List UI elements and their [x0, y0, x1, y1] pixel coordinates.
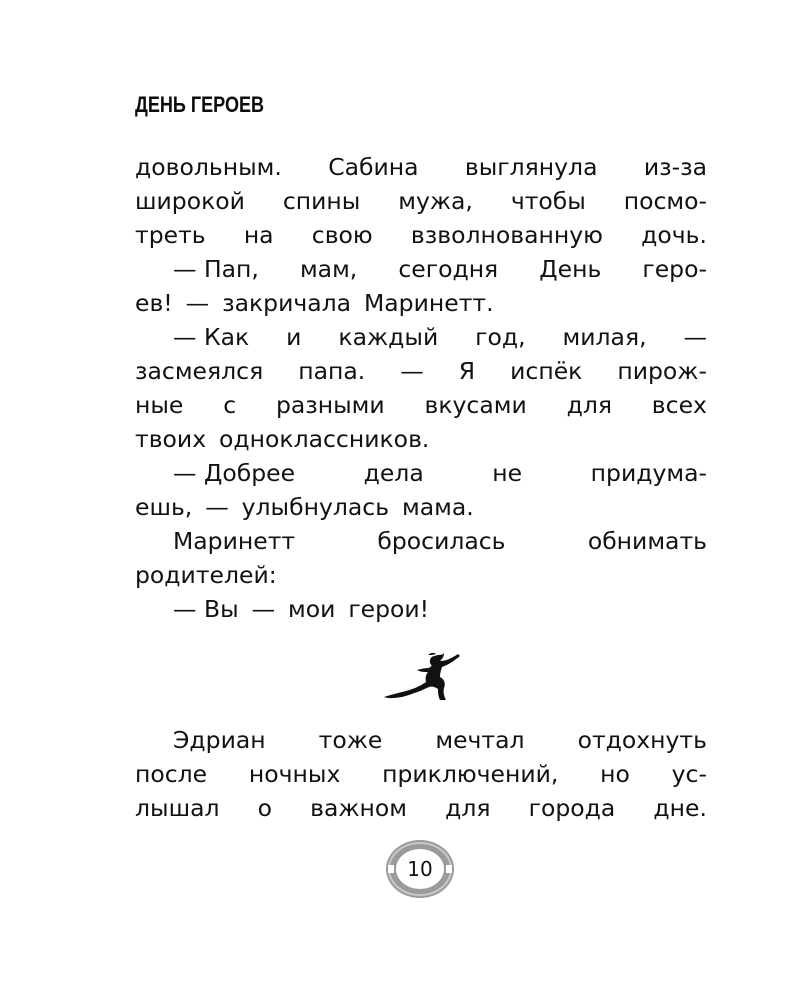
word: треть: [135, 221, 206, 249]
text-line: [135, 456, 707, 490]
word: и: [286, 323, 302, 351]
word: разными: [275, 391, 385, 419]
word: приключений,: [382, 760, 559, 788]
word: свою: [311, 221, 373, 249]
page-number: 10: [407, 857, 433, 881]
word: придума-: [590, 459, 707, 487]
word: из-за: [643, 153, 707, 181]
word: — Добрее: [173, 459, 296, 487]
word: Маринетт: [173, 527, 296, 555]
word: геро-: [642, 255, 707, 283]
word: лышал: [135, 794, 220, 822]
text-line: [135, 150, 707, 184]
text-line: [135, 592, 707, 626]
word: выглянула: [464, 153, 598, 181]
word: взволнованную: [410, 221, 603, 249]
word: родителей:: [135, 561, 277, 589]
word: ус-: [671, 760, 707, 788]
word: —: [400, 357, 424, 385]
word: герои!: [348, 595, 430, 623]
heroine-silhouette-icon: [380, 652, 464, 706]
word: год,: [475, 323, 526, 351]
word: мои: [288, 595, 336, 623]
text-line: [135, 184, 707, 218]
word: о: [257, 794, 272, 822]
word: —: [185, 289, 210, 317]
text-line: [135, 422, 707, 456]
word: дне.: [653, 794, 707, 822]
word: после: [135, 760, 208, 788]
word: ев!: [135, 289, 173, 317]
word: ешь,: [135, 493, 193, 521]
text-line: [135, 757, 707, 791]
word: спины: [282, 187, 361, 215]
text-line: [135, 286, 707, 320]
word: для: [566, 391, 612, 419]
text-line: [135, 791, 707, 825]
word: но: [600, 760, 630, 788]
passage-bottom: [135, 723, 707, 825]
word: бросилась: [377, 527, 506, 555]
word: тоже: [318, 726, 383, 754]
word: твоих: [135, 425, 207, 453]
word: Я: [458, 357, 476, 385]
word: засмеялся: [135, 357, 264, 385]
word: улыбнулась: [241, 493, 390, 521]
word: испёк: [510, 357, 583, 385]
word: ночных: [248, 760, 341, 788]
text-line: [135, 354, 707, 388]
text-line: [135, 558, 707, 592]
word: сегодня: [398, 255, 499, 283]
word: Маринетт.: [364, 289, 494, 317]
word: — Вы: [173, 595, 239, 623]
text-line: [135, 524, 707, 558]
word: милая,: [562, 323, 647, 351]
word: довольным.: [135, 153, 282, 181]
word: отдохнуть: [577, 726, 707, 754]
word: чтобы: [510, 187, 586, 215]
word: День: [539, 255, 602, 283]
word: не: [492, 459, 523, 487]
word: вкусами: [424, 391, 527, 419]
word: — Как: [173, 323, 250, 351]
word: пирож-: [617, 357, 707, 385]
word: — Пап,: [173, 255, 259, 283]
word: закричала: [222, 289, 352, 317]
word: важном: [310, 794, 408, 822]
text-line: [135, 723, 707, 757]
word: ные: [135, 391, 184, 419]
text-line: [135, 388, 707, 422]
word: дела: [363, 459, 424, 487]
text-line: [135, 320, 707, 354]
word: города: [528, 794, 616, 822]
word: для: [445, 794, 491, 822]
word: дочь.: [641, 221, 707, 249]
word: с: [223, 391, 237, 419]
running-header: ДЕНЬ ГЕРОЕВ: [135, 92, 265, 117]
word: мечтал: [435, 726, 525, 754]
word: мама.: [401, 493, 474, 521]
word: каждый: [338, 323, 439, 351]
text-line: [135, 218, 707, 252]
word: Сабина: [328, 153, 419, 181]
text-line: [135, 252, 707, 286]
word: широкой: [135, 187, 245, 215]
word: обнимать: [587, 527, 707, 555]
word: папа.: [298, 357, 366, 385]
passage-top: [135, 150, 707, 626]
word: —: [683, 323, 707, 351]
word: —: [205, 493, 229, 521]
word: одноклассников.: [219, 425, 430, 453]
text-line: [135, 490, 707, 524]
word: на: [243, 221, 274, 249]
word: посмо-: [623, 187, 707, 215]
word: мужа,: [398, 187, 473, 215]
word: мам,: [299, 255, 358, 283]
word: всех: [651, 391, 707, 419]
word: Эдриан: [173, 726, 266, 754]
word: —: [251, 595, 276, 623]
